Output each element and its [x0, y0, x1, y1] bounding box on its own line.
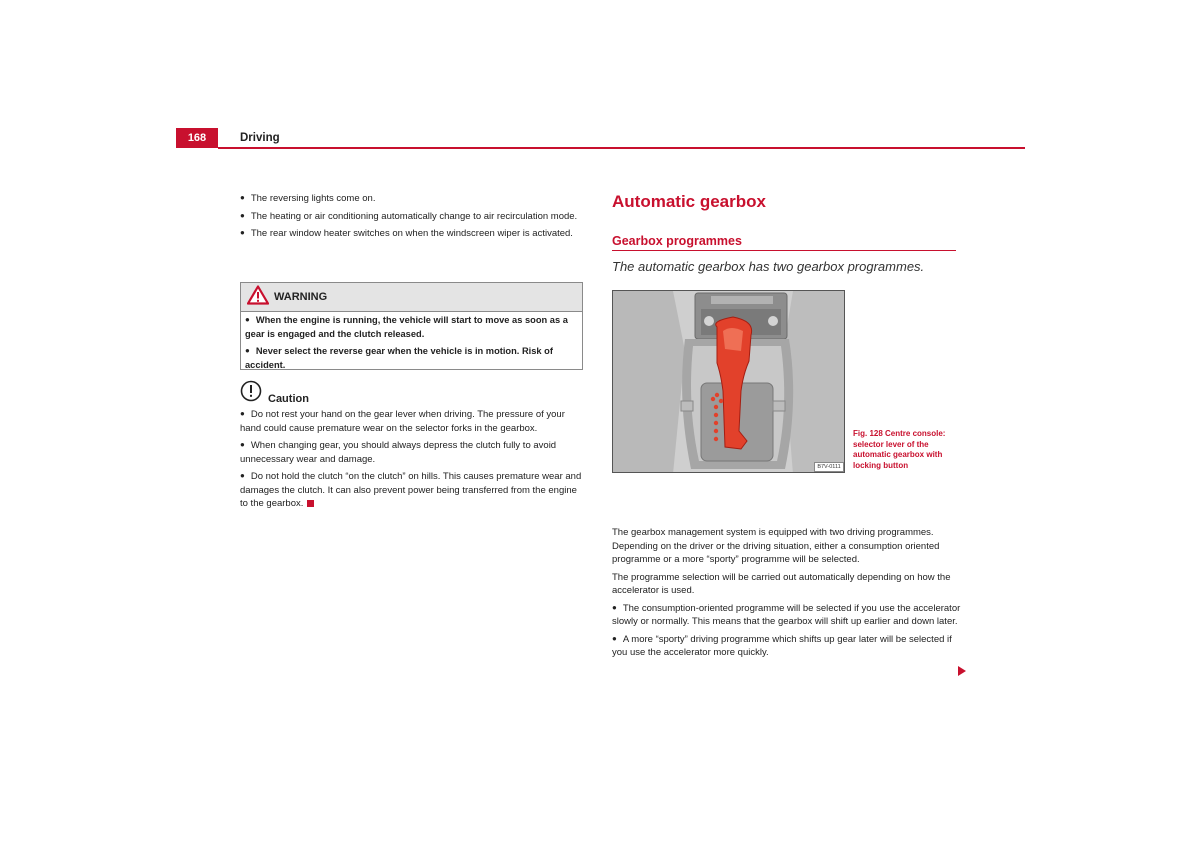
caution-item-text: Do not hold the clutch “on the clutch” on hills. This causes premature wear and damages the clutch. It can also prevent power being transferred from the engine to the gearbox.: [240, 471, 582, 509]
right-body-text: [612, 526, 962, 664]
subheading-rule: [612, 250, 956, 251]
list-item: ● The reversing lights come on.: [240, 192, 585, 206]
intro-text: The automatic gearbox has two gearbox programmes.: [612, 259, 925, 274]
warning-item: ● When the engine is running, the vehicle will start to move as soon as a gear is engaged and the clutch released.: [245, 314, 578, 341]
list-item: ● The rear window heater switches on when the windscreen wiper is activated.: [240, 227, 585, 241]
gear-selector-illustration: [612, 290, 845, 473]
list-item: ● A more “sporty” driving programme which shifts up gear later will be selected if you use the accelerator more quickly.: [612, 633, 962, 660]
caution-item: [240, 470, 585, 511]
section-title: Driving: [240, 132, 280, 144]
list-item: ● The heating or air conditioning automatically change to air recirculation mode.: [240, 210, 585, 224]
page-number: 168: [176, 128, 218, 148]
warning-body: [241, 312, 582, 378]
paragraph: The programme selection will be carried out automatically depending on how the accelerator is used.: [612, 571, 951, 596]
warning-box: [240, 282, 583, 370]
caution-exclamation-icon: [240, 380, 262, 407]
caution-header: [240, 384, 585, 406]
subheading: Gearbox programmes: [612, 234, 742, 248]
section-end-square-icon: [307, 500, 314, 507]
figure-code: B7V-0111: [814, 462, 844, 472]
warning-header: [241, 283, 582, 312]
figure-caption: Fig. 128 Centre console: selector lever of the automatic gearbox with locking button: [853, 429, 946, 470]
warning-item: ● Never select the reverse gear when the vehicle is in motion. Risk of accident.: [245, 345, 578, 372]
page-heading: Automatic gearbox: [612, 192, 766, 211]
caution-section: [240, 384, 585, 515]
warning-triangle-icon: [247, 285, 269, 310]
caution-title: Caution: [268, 392, 309, 405]
list-item: ● The consumption-oriented programme will be selected if you use the accelerator slowly or normally. This means that the gearbox will shift up earlier and down later.: [612, 602, 962, 629]
header-rule: [218, 147, 1025, 149]
caution-item: ● Do not rest your hand on the gear lever when driving. The pressure of your hand could cause premature wear on the selector forks in the gearbox.: [240, 408, 585, 435]
paragraph: The gearbox management system is equipped with two driving programmes. Depending on the driver or the driving situation, either a consumption oriented programme or a more “sporty” programme will be selected.: [612, 527, 940, 565]
continue-arrow-icon: [958, 666, 966, 676]
warning-title: WARNING: [274, 291, 328, 303]
left-bullet-list: [240, 192, 585, 245]
caution-item: ● When changing gear, you should always depress the clutch fully to avoid unnecessary wear and damage.: [240, 439, 585, 466]
